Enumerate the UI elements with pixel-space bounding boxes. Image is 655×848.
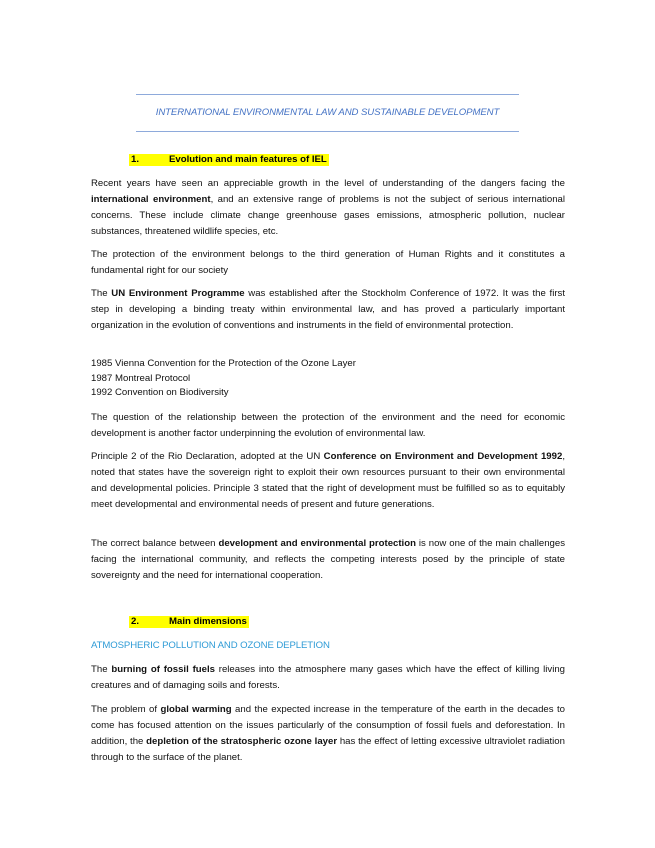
convention-list <box>91 357 565 401</box>
section-1-heading <box>129 154 329 166</box>
paragraph-6: The correct balance between development and environmental protection is now one of the main challenges facing the international community, and reflects the competing interests posed by the principle of state sovereignty and the need for international cooperation. <box>91 538 565 581</box>
section-1-title: Evolution and main features of IEL <box>169 154 327 165</box>
section-2-title: Main dimensions <box>169 616 247 627</box>
subsection-heading: ATMOSPHERIC POLLUTION AND OZONE DEPLETION <box>91 640 330 651</box>
paragraph-1: Recent years have seen an appreciable growth in the level of understanding of the dangers facing the international environment, and an extensive range of problems is not the subject of serious international concerns. These include climate change greenhouse gases emissions, atmospheric pollution, nuclear substances, threatened wildlife species, etc. <box>91 178 565 237</box>
list-item: 1987 Montreal Protocol <box>91 372 191 384</box>
section-1-number: 1. <box>131 154 140 165</box>
section-2-heading <box>129 616 249 628</box>
paragraph-7: The burning of fossil fuels releases into the atmosphere many gases which have the effect of killing living creatures and of damaging soils and forests. <box>91 664 566 691</box>
document-title: INTERNATIONAL ENVIRONMENTAL LAW AND SUSTAINABLE DEVELOPMENT <box>155 107 500 118</box>
paragraph-2: The protection of the environment belongs to the third generation of Human Rights and it constitutes a fundamental right for our society <box>91 249 565 276</box>
paragraph-5: Principle 2 of the Rio Declaration, adopted at the UN Conference on Environment and Development 1992, noted that states have the sovereign right to exploit their own resources pursuant to their own environmental and developmental policies. Principle 3 stated that the right of development must be fulfilled so as to equitably meet developmental and environmental needs of present and future generations. <box>91 451 565 510</box>
paragraph-4: The question of the relationship between the protection of the environment and the need for economic development is another factor underpinning the evolution of environmental law. <box>91 412 565 439</box>
list-item: 1992 Convention on Biodiversity <box>91 387 229 398</box>
list-item: 1985 Vienna Convention for the Protection of the Ozone Layer <box>91 358 356 369</box>
title-top-rule <box>136 94 519 95</box>
title-bottom-rule <box>136 131 519 132</box>
paragraph-3: The UN Environment Programme was established after the Stockholm Conference of 1972. It was the first step in developing a binding treaty within environmental law, and has proved a particularly important organization in the evolution of conventions and instruments in the field of environmental protection. <box>91 288 565 331</box>
paragraph-8: The problem of global warming and the expected increase in the temperature of the earth in the decades to come has focused attention on the issues particularly of the consumption of fossil fuels and deforestation. In addition, the depletion of the stratospheric ozone layer has the effect of letting excessive ultraviolet radiation through to the surface of the planet. <box>91 704 565 763</box>
section-2-number: 2. <box>131 616 140 627</box>
